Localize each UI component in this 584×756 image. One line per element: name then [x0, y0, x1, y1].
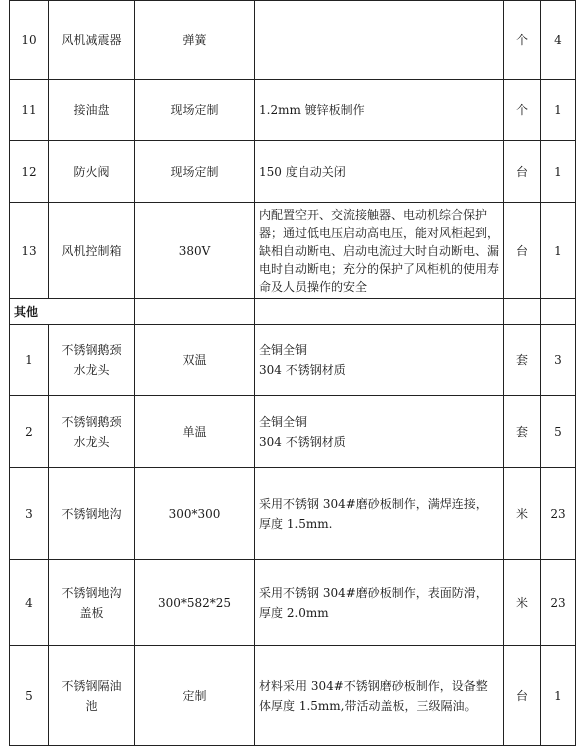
item-number: 10: [10, 1, 49, 80]
item-description-line: 采用不锈钢 304#磨砂板制作，表面防滑，: [259, 585, 488, 600]
item-description-line: 304 不锈钢材质: [259, 434, 346, 449]
item-description-line: 厚度 2.0mm: [259, 605, 329, 620]
table-row: [10, 141, 576, 203]
item-description: [255, 325, 504, 396]
item-description-line: 全铜全铜: [259, 414, 308, 429]
table-row: [10, 1, 576, 80]
item-name: 防火阀: [49, 141, 135, 203]
item-name-line: 不锈钢地沟: [61, 506, 122, 521]
item-spec: 380V: [135, 203, 255, 299]
table-row: [10, 396, 576, 468]
item-description: [255, 560, 504, 646]
item-quantity: 1: [541, 646, 576, 746]
item-quantity: 1: [541, 203, 576, 299]
table-row: [10, 325, 576, 396]
item-quantity: 1: [541, 141, 576, 203]
item-number: 13: [10, 203, 49, 299]
item-description: [255, 396, 504, 468]
item-name-line: 不锈钢鹅颈: [61, 414, 122, 429]
item-unit: 台: [504, 203, 541, 299]
item-name: [49, 560, 135, 646]
item-number: 3: [10, 468, 49, 560]
item-name: 风机减震器: [49, 1, 135, 80]
item-spec: 弹簧: [135, 1, 255, 80]
item-name: 接油盘: [49, 80, 135, 141]
item-quantity: 1: [541, 80, 576, 141]
item-spec: 单温: [135, 396, 255, 468]
item-unit: 套: [504, 325, 541, 396]
item-name: [49, 325, 135, 396]
item-description: [255, 1, 504, 80]
item-name-line: 水龙头: [73, 434, 110, 449]
item-unit: 个: [504, 80, 541, 141]
item-number: 12: [10, 141, 49, 203]
item-unit: 套: [504, 396, 541, 468]
item-number: 2: [10, 396, 49, 468]
table-row: [10, 203, 576, 299]
table-row: [10, 560, 576, 646]
item-quantity: 5: [541, 396, 576, 468]
item-description-line: 体厚度 1.5mm,带活动盖板，三级隔油。: [259, 698, 477, 713]
empty-cell: [135, 299, 255, 325]
item-name: [49, 396, 135, 468]
item-name: 风机控制箱: [49, 203, 135, 299]
item-quantity: 23: [541, 560, 576, 646]
item-quantity: 3: [541, 325, 576, 396]
table-row: [10, 468, 576, 560]
item-description: 150 度自动关闭: [255, 141, 504, 203]
item-name-line: 不锈钢隔油: [61, 678, 122, 693]
item-unit: 台: [504, 141, 541, 203]
item-description-line: 全铜全铜: [259, 343, 308, 357]
item-number: 11: [10, 80, 49, 141]
equipment-spec-table: [9, 0, 576, 746]
item-spec: 定制: [135, 646, 255, 746]
empty-cell: [504, 299, 541, 325]
item-name-line: 不锈钢地沟: [61, 585, 122, 600]
item-name: [49, 468, 135, 560]
item-quantity: 4: [541, 1, 576, 80]
item-description: [255, 646, 504, 746]
item-description-line: 材料采用 304#不锈钢磨砂板制作，设备整: [259, 678, 488, 693]
item-name-line: 水龙头: [73, 363, 110, 377]
item-description-line: 304 不锈钢材质: [259, 363, 346, 377]
section-label: 其他: [10, 299, 135, 325]
item-number: 4: [10, 560, 49, 646]
item-description-line: 厚度 1.5mm.: [259, 516, 333, 531]
empty-cell: [541, 299, 576, 325]
item-spec: 300*582*25: [135, 560, 255, 646]
table-row: [10, 646, 576, 746]
empty-cell: [255, 299, 504, 325]
item-spec: 300*300: [135, 468, 255, 560]
item-unit: 米: [504, 468, 541, 560]
item-spec: 现场定制: [135, 80, 255, 141]
item-unit: 个: [504, 1, 541, 80]
item-description: [255, 468, 504, 560]
item-description: 内配置空开、交流接触器、电动机综合保护器；通过低电压启动高电压，能对风柜起到，缺相自动断电、启动电流过大时自动断电、漏电时自动断电；充分的保护了风柜机的使用寿命及人员操作的安全: [255, 203, 504, 299]
item-spec: 现场定制: [135, 141, 255, 203]
item-name-line: 池: [85, 698, 98, 713]
item-unit: 台: [504, 646, 541, 746]
item-number: 5: [10, 646, 49, 746]
table-row: [10, 80, 576, 141]
item-quantity: 23: [541, 468, 576, 560]
item-description-line: 采用不锈钢 304#磨砂板制作，满焊连接，: [259, 496, 488, 511]
item-unit: 米: [504, 560, 541, 646]
item-name-line: 盖板: [79, 605, 104, 620]
item-name-line: 不锈钢鹅颈: [61, 343, 122, 357]
item-description: 1.2mm 镀锌板制作: [255, 80, 504, 141]
item-spec: 双温: [135, 325, 255, 396]
item-number: 1: [10, 325, 49, 396]
item-name: [49, 646, 135, 746]
section-row: [10, 299, 576, 325]
